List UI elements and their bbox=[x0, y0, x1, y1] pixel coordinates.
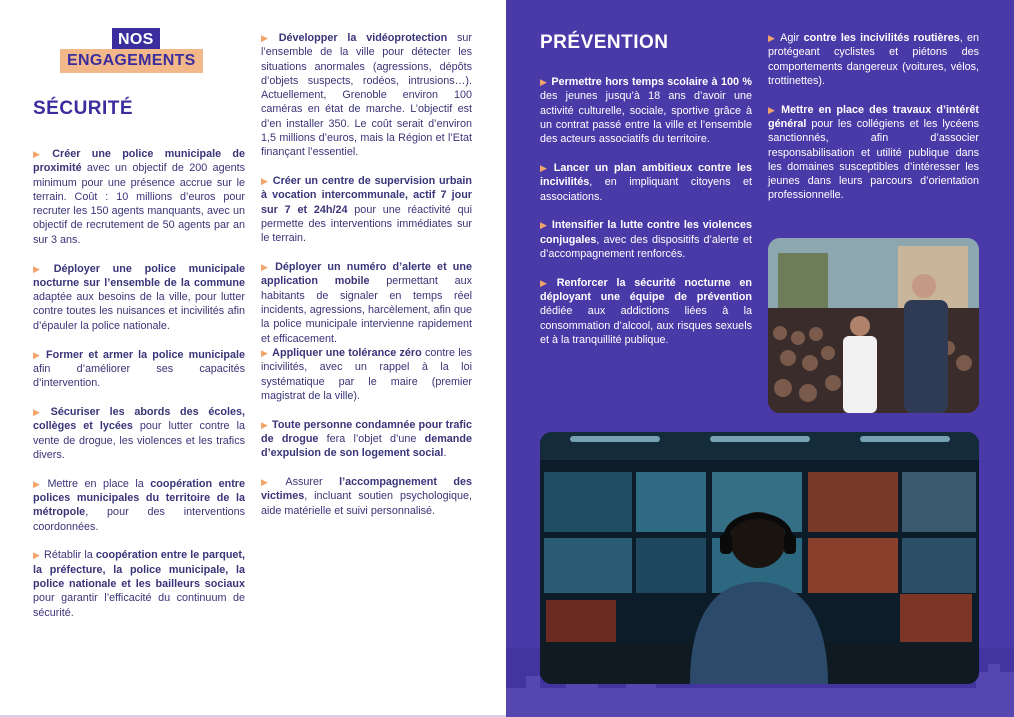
body-text: . bbox=[443, 447, 447, 460]
emphasis-text: Permettre hors temps scolaire à 100 % bbox=[551, 76, 752, 88]
body-text: , avec des dispositifs d’alerte et d’accompagnement renforcés. bbox=[540, 233, 752, 260]
list-item bbox=[540, 218, 752, 261]
orange-chevron-icon: ▶ bbox=[33, 349, 43, 360]
emphasis-text: Lancer un plan ambitieux contre les incivilités bbox=[540, 161, 752, 189]
body-text: Assurer bbox=[285, 476, 340, 489]
emphasis-text: Déployer une police municipale nocturne sur l’ensemble de la commune bbox=[33, 262, 246, 289]
emphasis-text: coopération entre polices municipales du territoire de la métropole bbox=[33, 477, 245, 519]
orange-chevron-icon: ▶ bbox=[768, 104, 778, 115]
left-page bbox=[0, 0, 506, 717]
prevention-title: PRÉVENTION bbox=[540, 32, 669, 53]
body-text: pour lutter contre la vente de drogue, les violences et les trafics divers. bbox=[33, 420, 245, 461]
list-item bbox=[540, 161, 752, 204]
orange-chevron-icon: ▶ bbox=[261, 347, 269, 358]
emphasis-text: coopération entre le parquet, la préfecture, la police municipale, la police nationale et les bailleurs sociaux bbox=[33, 549, 246, 590]
list-item bbox=[540, 276, 752, 347]
list-item bbox=[33, 348, 245, 391]
orange-chevron-icon: ▶ bbox=[33, 550, 41, 561]
list-item bbox=[261, 260, 472, 346]
orange-chevron-icon: ▶ bbox=[540, 220, 548, 231]
emphasis-text: Mettre en place des travaux d’intérêt général bbox=[768, 103, 980, 130]
crowd-scene-graphic bbox=[768, 238, 979, 413]
orange-chevron-icon: ▶ bbox=[261, 33, 275, 43]
photo-public-meeting bbox=[768, 238, 979, 413]
list-item bbox=[261, 475, 472, 518]
body-text: , en impliquant citoyens et associations. bbox=[540, 176, 752, 203]
list-item bbox=[33, 147, 245, 247]
body-text: pour les collégiens et les lycéens sanctionnés, afin d’associer responsabilisation et utilité publique dans les domaines susceptibles d’intéresser les jeunes dans leurs parcours d’orientation professionnelle. bbox=[768, 117, 979, 202]
body-text: avec un objectif de 200 agents minimum pour une présence accrue sur le terrain. Coût : 10 millions d’euros pour recruter les 150 agents manquants, avec un objectif de recrutement de 50 agents par an sur 3 ans. bbox=[33, 162, 245, 246]
securite-title: SÉCURITÉ bbox=[33, 98, 134, 119]
body-text: dédiée aux addictions liées à la consommation d’alcool, aux risques sexuels et à la tranquillité publique. bbox=[540, 305, 752, 346]
body-text: pour garantir l’efficacité du continuum de sécurité. bbox=[33, 592, 245, 619]
list-item bbox=[261, 174, 472, 245]
body-text: , en protégeant cyclistes et piétons des comportements dangereux (voitures, vélos, trottinettes). bbox=[768, 32, 980, 87]
orange-chevron-icon: ▶ bbox=[33, 263, 50, 274]
list-item bbox=[261, 31, 472, 160]
emphasis-text: Appliquer une tolérance zéro bbox=[272, 346, 422, 359]
body-text: adaptée aux besoins de la ville, pour lutter contre toutes les nuisances et incivilités afin d’épauler la police nationale. bbox=[33, 291, 245, 332]
photo-surveillance-center bbox=[540, 432, 979, 684]
emphasis-text: contre les incivilités routières bbox=[803, 32, 960, 44]
emphasis-text: Développer la vidéoprotection bbox=[278, 32, 448, 44]
securite-column-2 bbox=[261, 31, 472, 532]
body-text: contre les incivilités, avec un rappel à la loi systématique par le maire (premier magistrat de la ville). bbox=[261, 346, 473, 402]
body-text: permettant aux habitants de signaler en temps réel incidents, agressions, harcèlement, afin que la police municipale intervienne rapidement et efficacement. bbox=[261, 275, 472, 345]
body-text: Mettre en place la bbox=[47, 477, 151, 490]
body-text: pour une réactivité qui permette des interventions immédiates sur le terrain. bbox=[261, 203, 472, 245]
orange-chevron-icon: ▶ bbox=[261, 419, 269, 430]
body-text: sur l’ensemble de la ville pour détecter les situations anormales (agressions, dépôts d’objets suspects, rodéos, intrusions…). Actuellement, Grenoble environ 100 caméras en état de marche. L’objectif est d’en installer 350. Le coût serait d’environ 1,5 millions d’euros, mais la Région et l’Etat finançant l’essentiel. bbox=[261, 32, 473, 159]
list-item bbox=[33, 477, 245, 534]
orange-chevron-icon: ▶ bbox=[33, 149, 49, 159]
list-item bbox=[261, 418, 472, 461]
emphasis-text: demande d’expulsion de son logement social bbox=[261, 432, 472, 460]
list-item bbox=[768, 103, 979, 203]
securite-column-1 bbox=[33, 147, 245, 634]
emphasis-text: Créer un centre de supervision urbain à vocation intercommunale, actif 7 jour sur 7 et 24h/24 bbox=[261, 175, 473, 216]
emphasis-text: l’accompagnement des victimes bbox=[261, 476, 473, 503]
body-text: afin d’améliorer ses capacités d’intervention. bbox=[33, 362, 245, 390]
badge-engagements: ENGAGEMENTS bbox=[60, 49, 203, 73]
orange-chevron-icon: ▶ bbox=[33, 406, 47, 417]
orange-chevron-icon: ▶ bbox=[540, 77, 548, 87]
orange-chevron-icon: ▶ bbox=[33, 478, 44, 489]
list-item bbox=[768, 31, 979, 88]
orange-chevron-icon: ▶ bbox=[540, 277, 553, 288]
emphasis-text: Renforcer la sécurité nocturne en déployant une équipe de prévention bbox=[540, 276, 753, 304]
orange-chevron-icon: ▶ bbox=[261, 176, 269, 187]
emphasis-text: Intensifier la lutte contre les violences conjugales bbox=[540, 219, 753, 246]
emphasis-text: Créer une police municipale de proximité bbox=[33, 148, 245, 175]
orange-chevron-icon: ▶ bbox=[261, 262, 272, 273]
list-item bbox=[33, 548, 245, 619]
body-text: Rétablir la bbox=[44, 549, 96, 562]
control-room-graphic bbox=[540, 432, 979, 684]
list-item bbox=[33, 405, 245, 462]
orange-chevron-icon: ▶ bbox=[540, 162, 550, 173]
body-text: des jeunes jusqu’à 18 ans d’avoir une activité culturelle, sociale, sportive grâce à un contrat passé entre la ville et l’ensemble des acteurs associatifs du territoire. bbox=[540, 90, 752, 146]
orange-chevron-icon: ▶ bbox=[768, 33, 777, 43]
list-item bbox=[261, 346, 472, 403]
body-text: fera l’objet d’une bbox=[318, 432, 425, 445]
list-item bbox=[33, 262, 245, 333]
badge-nos: NOS bbox=[112, 28, 160, 52]
emphasis-text: Toute personne condamnée pour trafic de drogue bbox=[261, 418, 472, 445]
body-text: , incluant soutien psychologique, aide matérielle et suivi personnalisé. bbox=[261, 490, 472, 517]
emphasis-text: Sécuriser les abords des écoles, collèges et lycées bbox=[33, 405, 245, 433]
body-text: Agir bbox=[780, 32, 804, 44]
orange-chevron-icon: ▶ bbox=[261, 477, 282, 488]
emphasis-text: Former et armer la police municipale bbox=[46, 348, 245, 361]
emphasis-text: Déployer un numéro d’alerte et une application mobile bbox=[261, 261, 473, 288]
body-text: , pour des interventions coordonnées. bbox=[33, 506, 245, 533]
list-item bbox=[540, 75, 752, 146]
prevention-column-1 bbox=[540, 75, 752, 362]
prevention-column-2 bbox=[768, 31, 979, 217]
